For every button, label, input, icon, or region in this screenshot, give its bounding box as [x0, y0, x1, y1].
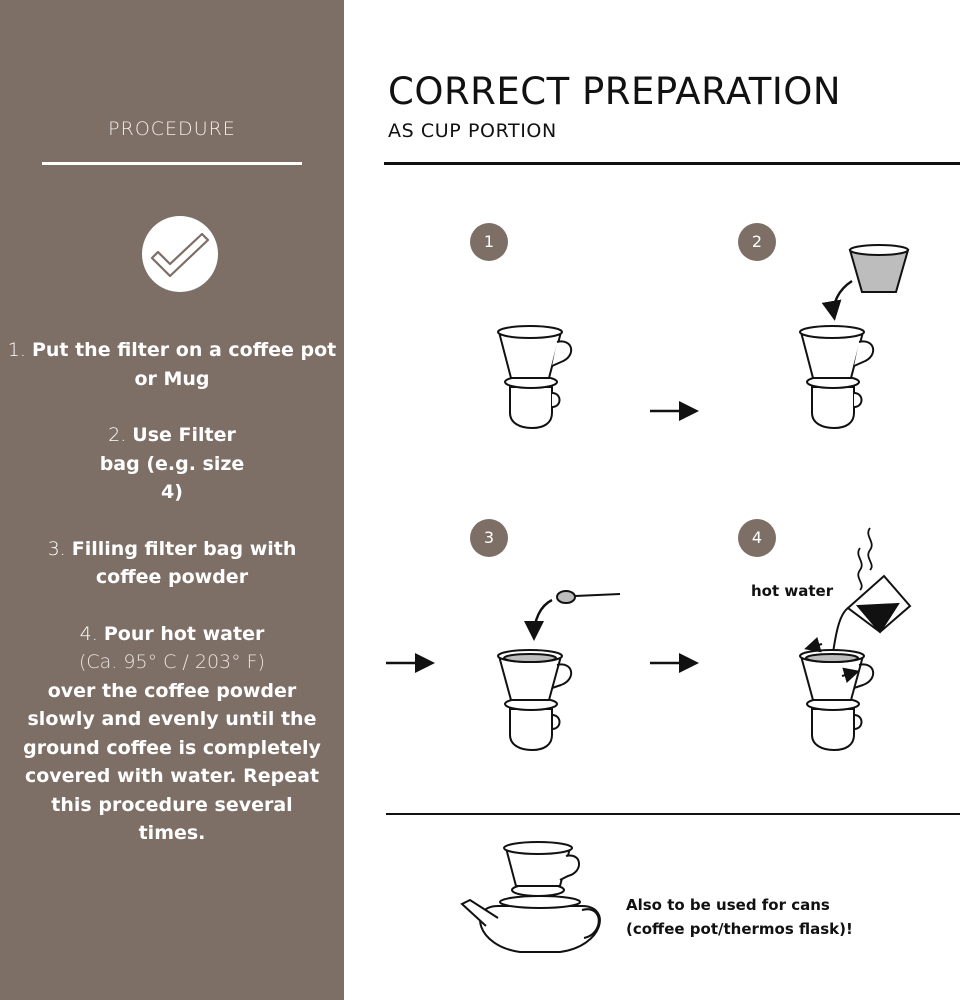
dripper-on-mug-icon — [800, 644, 873, 750]
section-divider — [386, 813, 960, 815]
step-badge-2: 2 — [738, 223, 776, 261]
cans-note-line-2: (coffee pot/thermos flask)! — [626, 920, 853, 938]
curved-arrow-icon — [534, 600, 552, 636]
measuring-spoon-icon — [557, 591, 620, 603]
step-number: 2. — [108, 424, 127, 446]
filter-bag-icon — [850, 245, 908, 292]
curved-arrow-icon — [834, 281, 852, 316]
step-number: 3. — [47, 537, 66, 560]
dripper-on-mug-icon — [498, 326, 571, 428]
page-subtitle: AS CUP PORTION — [388, 120, 557, 142]
step-badge-1: 1 — [470, 223, 508, 261]
cans-note-line-1: Also to be used for cans — [626, 896, 830, 914]
page-title: CORRECT PREPARATION — [388, 70, 842, 113]
step-text: Use Filter bag (e.g. size 4) — [99, 424, 245, 503]
step-badge-4: 4 — [738, 519, 776, 557]
step-text: Put the filter on a coffee pot or Mug — [31, 339, 337, 390]
step-badge-3: 3 — [470, 519, 508, 557]
step-text: Filling filter bag with coffee powder — [71, 537, 297, 588]
sidebar-title: PROCEDURE — [108, 118, 236, 140]
step-number: 4. — [79, 622, 98, 645]
step-text-continued: over the coffee powder slowly and evenly until the ground coffee is completely covered with water. Repeat this procedure several times. — [23, 679, 321, 844]
step-temperature-note: (Ca. 95° C / 203° F) — [78, 651, 265, 673]
hot-water-label: hot water — [751, 582, 834, 600]
dripper-on-mug-icon — [800, 326, 873, 428]
dripper-on-mug-icon — [498, 650, 571, 750]
kettle-icon — [832, 576, 910, 660]
cans-note — [626, 893, 853, 941]
step-text: Pour hot water — [103, 622, 265, 645]
step-number: 1. — [7, 339, 26, 361]
teapot-with-dripper-icon — [462, 842, 600, 952]
steam-icon — [858, 528, 871, 590]
